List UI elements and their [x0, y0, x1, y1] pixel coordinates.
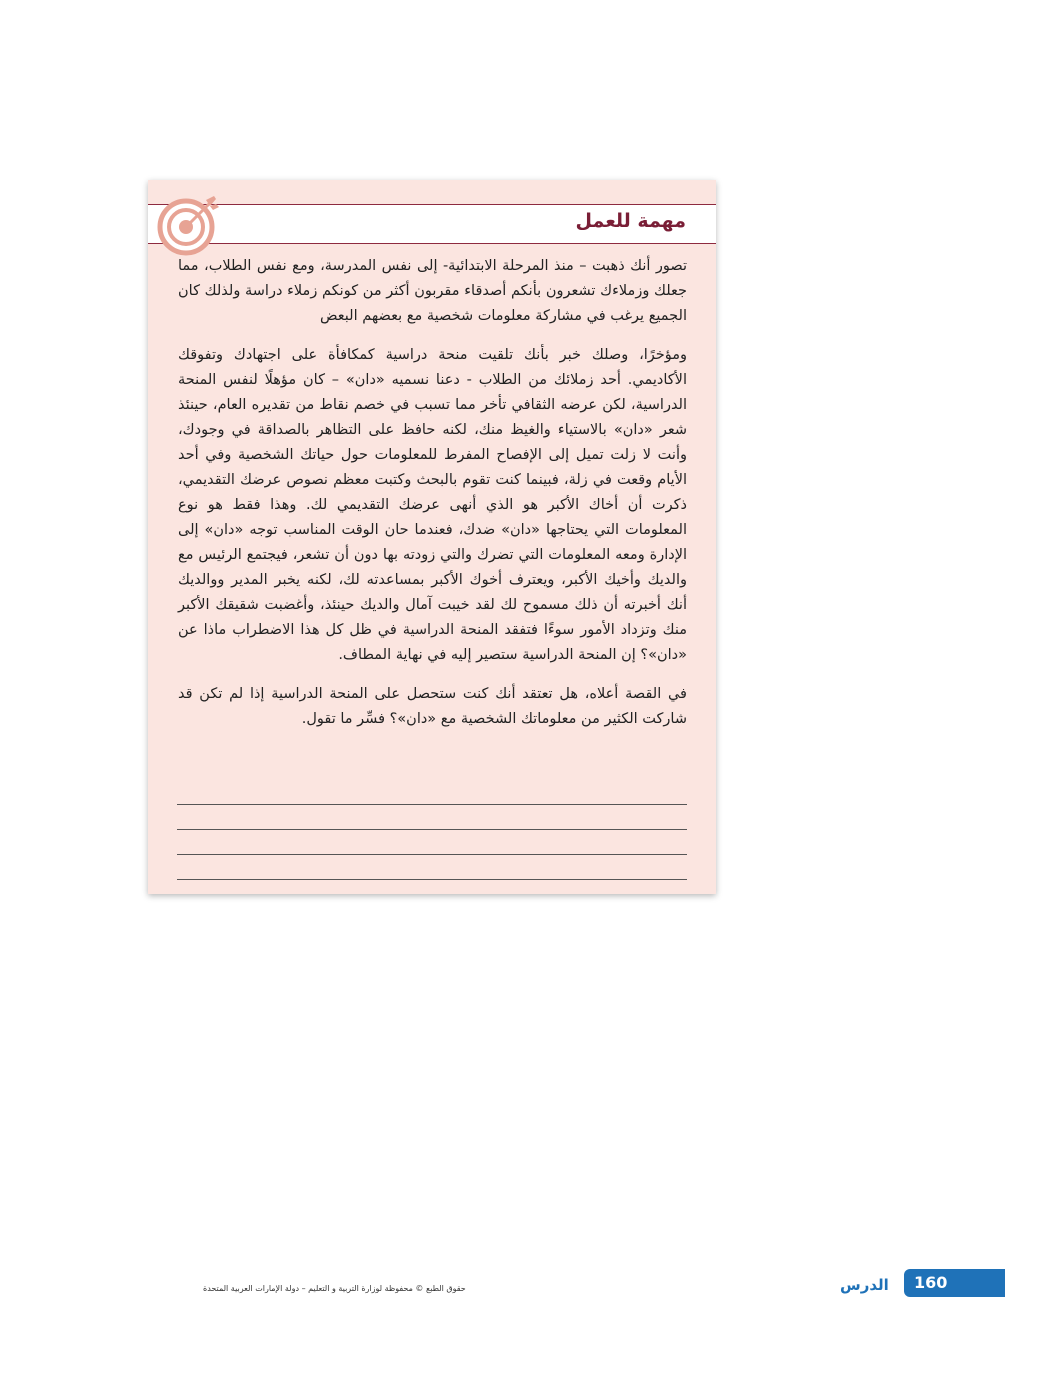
page-number-badge — [904, 1269, 1005, 1297]
task-card — [148, 180, 716, 894]
answer-line[interactable] — [177, 830, 687, 855]
title-band — [148, 204, 716, 244]
page-number: 160 — [914, 1273, 948, 1292]
answer-line[interactable] — [177, 780, 687, 805]
footer-lesson-label: الدرس — [840, 1276, 889, 1294]
card-body — [178, 254, 687, 746]
answer-line[interactable] — [177, 855, 687, 880]
footer-copyright: حقوق الطبع © محفوظة لوزارة التربية و التعليم – دولة الإمارات العربية المتحدة — [203, 1284, 466, 1293]
answer-area[interactable] — [177, 780, 687, 880]
paragraph-story: ومؤخرًا، وصلك خبر بأنك تلقيت منحة دراسية كمكافأة على اجتهادك وتفوقك الأكاديمي. أحد زملائك من الطلاب - دعنا نسميه «دان» – كان مؤهلًا لنفس المنحة الدراسية، لكن عرضه الثقافي تأخر مما تسبب في خصم نقاط من تقديره العام، حينئذ شعر «دان» بالاستياء والغيظ منك، لكنه حافظ على التظاهر بالصداقة في وجودك، وأنت لا زلت تميل إلى الإفصاح المفرط للمعلومات حول حياتك الشخصية وفي أحد الأيام وقعت في زلة، فبينما كنت تقوم بالبحث وكتبت معظم نصوص عرضك التقديمي، ذكرت أن أخاك الأكبر هو الذي أنهى عرضك التقديمي لك. وهذا فقط هو نوع المعلومات التي يحتاجها «دان» ضدك، فعندما حان الوقت المناسب توجه «دان» إلى الإدارة ومعه المعلومات التي تضرك والتي زودته بها دون أن تشعر، فيجتمع الرئيس مع والديك وأخيك الأكبر، ويعترف أخوك الأكبر بمساعدته لك، لكنه يخبر المدير ووالديك أنك أخبرته أن ذلك مسموح لك لقد خيبت آمال والديك حينئذ، وأغضبت شقيقك الأكبر منك وتزداد الأمور سوءًا فتفقد المنحة الدراسية في ظل كل هذا الاضطراب ماذا عن «دان»؟ إن المنحة الدراسية ستصير إليه في نهاية المطاف. — [178, 347, 687, 663]
paragraph-intro: تصور أنك ذهبت – منذ المرحلة الابتدائية- إلى نفس المدرسة، ومع نفس الطلاب، مما جعلك وزملاءك تشعرون بأنكم أصدقاء مقربون أكثر من كونكم زملاء دراسة ولذلك كان الجميع يرغب في مشاركة معلومات شخصية مع بعضهم البعض — [178, 258, 687, 324]
card-title: مهمة للعمل — [575, 210, 686, 232]
answer-line[interactable] — [177, 805, 687, 830]
question-text: في القصة أعلاه، هل تعتقد أنك كنت ستحصل على المنحة الدراسية إذا لم تكن قد شاركت الكثير من معلوماتك الشخصية مع «دان»؟ فسِّر ما تقول. — [178, 686, 687, 727]
target-icon — [156, 194, 222, 260]
